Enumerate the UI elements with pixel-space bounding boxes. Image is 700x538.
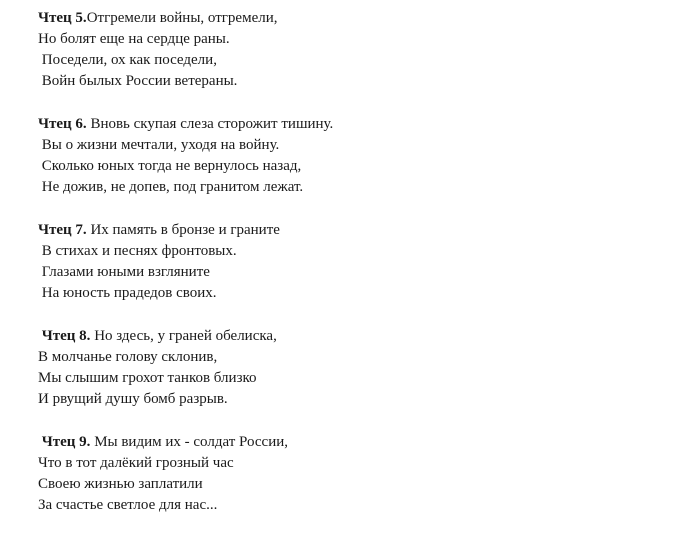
line-text: Но здесь, у граней обелиска, — [90, 328, 277, 344]
speaker-label: Чтец 9. — [38, 434, 91, 450]
stanza-line — [38, 432, 678, 453]
stanza-line: Глазами юными взгляните — [38, 264, 210, 280]
stanza-line — [38, 220, 678, 241]
stanza-line: Мы слышим грохот танков близко — [38, 370, 257, 386]
stanza-reader-6 — [38, 114, 678, 198]
stanza-line: Но болят еще на сердце раны. — [38, 31, 230, 47]
line-text: Мы видим их - солдат России, — [90, 434, 289, 450]
line-text: Отгремели войны, отгремели, — [86, 10, 278, 26]
speaker-label: Чтец 8. — [38, 328, 91, 344]
stanza-line: И рвущий душу бомб разрыв. — [38, 391, 228, 407]
stanza-reader-8 — [38, 326, 678, 410]
stanza-line: На юность прадедов своих. — [38, 285, 217, 301]
document-body — [38, 8, 678, 538]
stanza-reader-5 — [38, 8, 678, 92]
speaker-label: Чтец 6. — [38, 116, 87, 132]
line-text: Вновь скупая слеза сторожит тишину. — [86, 116, 334, 132]
stanza-reader-9 — [38, 432, 678, 516]
stanza-line: В стихах и песнях фронтовых. — [38, 243, 237, 259]
stanza-line: В молчанье голову склонив, — [38, 349, 218, 365]
stanza-line: Не дожив, не допев, под гранитом лежат. — [38, 179, 304, 195]
stanza-line — [38, 114, 678, 135]
stanza-line: За счастье светлое для нас... — [38, 497, 218, 513]
stanza-line — [38, 8, 678, 29]
speaker-label: Чтец 7. — [38, 222, 87, 238]
line-text: Их память в бронзе и граните — [86, 222, 280, 238]
stanza-line: Поседели, ох как поседели, — [38, 52, 217, 68]
stanza-line: Войн былых России ветераны. — [38, 73, 238, 89]
stanza-line — [38, 326, 678, 347]
stanza-line: Что в тот далёкий грозный час — [38, 455, 234, 471]
speaker-label: Чтец 5. — [38, 10, 87, 26]
stanza-line: Вы о жизни мечтали, уходя на войну. — [38, 137, 280, 153]
stanza-line: Своею жизнью заплатили — [38, 476, 203, 492]
stanza-reader-7 — [38, 220, 678, 304]
stanza-line: Сколько юных тогда не вернулось назад, — [38, 158, 302, 174]
